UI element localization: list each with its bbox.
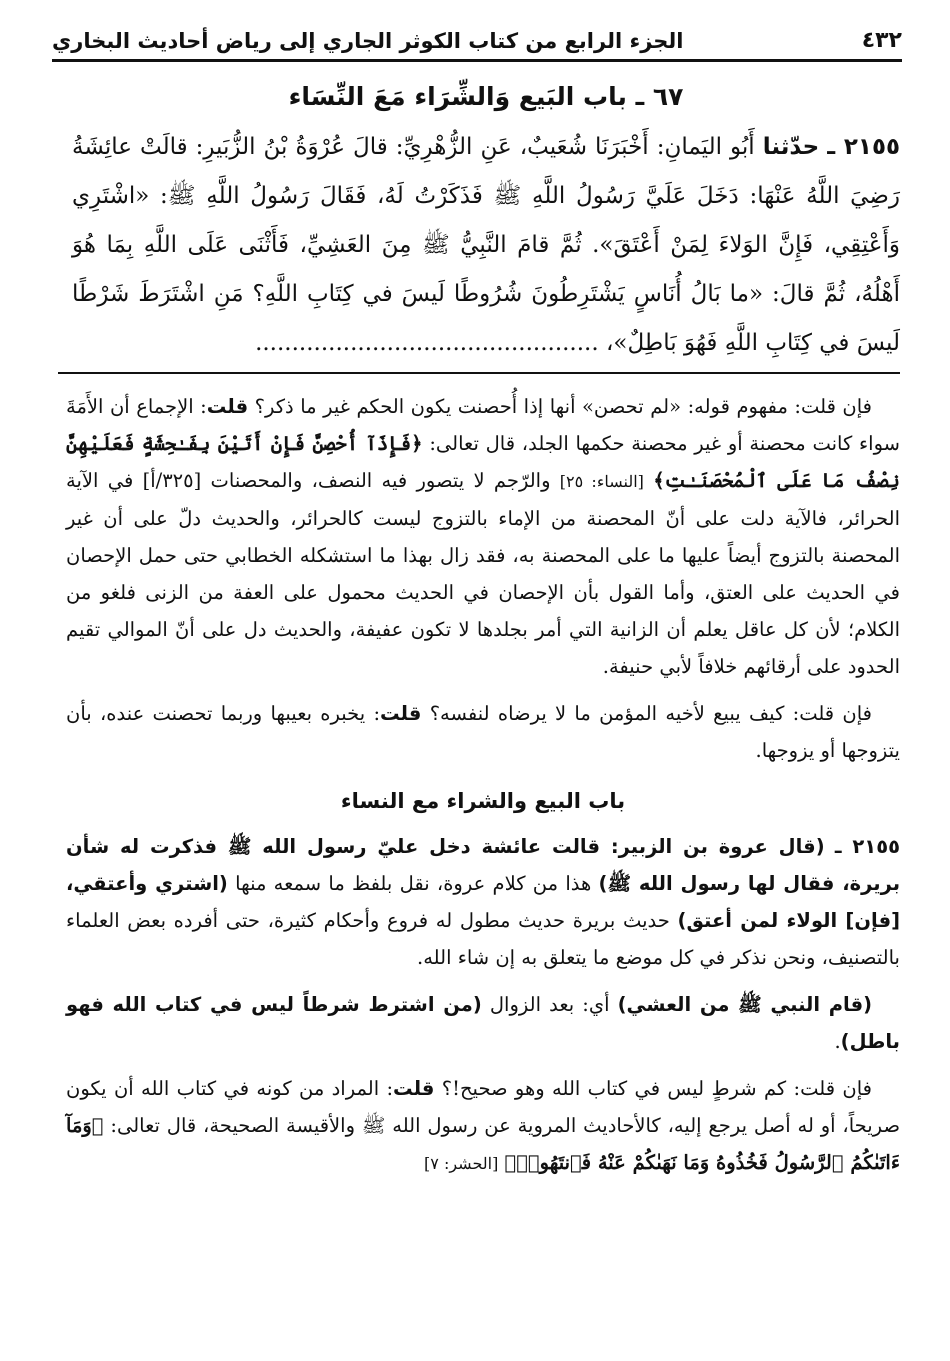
commentary — [66, 388, 900, 1192]
section-heading: باب البيع والشراء مع النساء — [340, 789, 626, 813]
commentary-paragraph-5 — [66, 1070, 900, 1182]
question-text: : كيف يبيع لأخيه المؤمن ما لا يرضاه لنفسه؟ — [429, 702, 800, 725]
commentary-paragraph-3 — [66, 828, 900, 976]
running-header — [52, 22, 902, 62]
explanation-text: أي: بعد الزوال — [489, 993, 610, 1016]
running-title: الجزء الرابع من كتاب الكوثر الجاري إلى رياض أحاديث البخاري — [52, 29, 684, 53]
question-label: فإن قلت — [799, 702, 872, 725]
quran-citation: [الحشر: ٧] — [424, 1154, 499, 1173]
question-label: فإن قلت — [800, 395, 872, 418]
explanation-text: حديث بريرة حديث مطول له فروع وأحكام كثيرة، حتى أفرده بعض العلماء بالتصنيف، ونحن نذكر في كل موضع ما يتعلق به إن شاء الله. — [66, 909, 900, 969]
quoted-hadith: (قام النبي ﷺ من العشي) — [617, 993, 873, 1016]
hadith-ellipsis: ............................................... — [255, 330, 599, 356]
explanation-text: هذا من كلام عروة، نقل بلفظ ما سمعه منها — [235, 872, 592, 895]
answer-label: قلت — [380, 702, 422, 725]
hadith-block — [72, 78, 900, 368]
quran-verse: ﴿فَإِذَآ أُحْصِنَّ فَإِنْ أَتَيْنَ بِفَـٰحِشَةٍ فَعَلَيْهِنَّ نِصْفُ مَا عَلَى ٱلْمُحْصَنَـٰتِ﴾ — [66, 432, 900, 492]
answer-text: : المراد من كونه في كتاب الله أن يكون صريحاً، أو له أصل يرجع إليه، كالأحاديث المروية عن رسول الله ﷺ والأقيسة الصحيحة، قال تعالى: — [66, 1077, 900, 1137]
question-text: : مفهوم قوله: «لم تحصن» أنها إذا أُحصنت يكون الحكم غير ما ذكر؟ — [254, 395, 801, 418]
hadith-number: ٢١٥٥ ـ — [834, 835, 900, 858]
quran-verse: ﴿وَمَآ ءَاتَىٰكُمُ ٱلرَّسُولُ فَخُذُوهُ وَمَا نَهَىٰكُمْ عَنْهُ فَٱنتَهُوا۟﴾ — [66, 1114, 900, 1174]
quoted-hadith: (قال عروة بن الزبير: قالت عائشة دخل عليّ رسول الله ﷺ فذكرت له شأن بريرة، فقال لها رسول الله ﷺ) — [66, 835, 901, 895]
quoted-hadith: (من اشترط شرطاً ليس في كتاب الله فهو باطل) — [66, 993, 900, 1053]
explanation-text: . — [834, 1030, 841, 1053]
divider-rule — [58, 372, 900, 374]
answer-text: : يخبره بعيبها وربما تحصنت عنده، بأن يتزوجها أو يزوجها. — [66, 702, 900, 762]
hadith-haddathana: حدّثنا — [762, 134, 820, 160]
question-label: فإن قلت — [800, 1077, 872, 1100]
hadith-number: ٢١٥٥ ـ — [827, 134, 901, 160]
answer-text-continued: والرّجم لا يتصور فيه النصف، والمحصنات [٣٢٥/أ] في الآية الحرائر، فالآية دلت على أنّ المحصنة من الإماء بالتزوج ليست كالحرائر، والحديث دلّ على أن غير المحصنة بالتزوج أيضاً عليها ما على المحصنة به، فقد زال بهذا ما استشكله الخطابي حتى حمل الإحصان في الحديث على العتق، وأما القول بأن الإحصان في الحديث محمول على العفة من الزنى فلغو من الكلام؛ لأن كل عاقل يعلم أن الزانية التي أمر بجلدها لا تكون عفيفة، والحديث دل على أنّ الموالي تقيم الحدود على أرقائهم خلافاً لأبي حنيفة. — [66, 469, 900, 678]
chapter-heading: ٦٧ ـ باب البَيع وَالشِّرَاء مَعَ النِّسَاء — [288, 82, 684, 111]
page-number: ٤٣٢ — [861, 28, 902, 53]
hadith-body: أَبُو اليَمانِ: أَخْبَرَنَا شُعَيبٌ، عَنِ الزُّهْرِيِّ: قالَ عُرْوَةُ بْنُ الزُّبَيرِ: قالَتْ عائِشَةُ رَضِيَ اللَّهُ عَنْهَا: دَخَلَ عَلَيَّ رَسُولُ اللَّهِ ﷺ فَذَكَرْتُ لَهُ، فَقَالَ رَسُولُ اللَّهِ ﷺ: «اشْتَرِي وَأَعْتِقِي، فَإِنَّ الوَلاءَ لِمَنْ أَعْتَقَ». ثُمَّ قامَ النَّبِيُّ ﷺ مِنَ العَشِيِّ، فَأَثْنَى عَلَى اللَّهِ بِمَا هُوَ أَهْلُهُ، ثُمَّ قالَ: «ما بَالُ أُنَاسٍ يَشْتَرِطُونَ شُرُوطًا لَيسَ في كِتَابِ اللَّهِ؟ مَنِ اشْتَرَطَ شَرْطًا لَيسَ في كِتَابِ اللَّهِ فَهُوَ بَاطِلٌ»، — [72, 134, 900, 356]
answer-text: : الإجماع أن الأَمَةَ سواء كانت محصنة أو غير محصنة حكمها الجلد، قال تعالى: — [66, 395, 900, 455]
commentary-paragraph-1 — [66, 388, 900, 685]
hadith-text — [72, 123, 900, 368]
quran-citation: [النساء: ٢٥] — [559, 472, 644, 491]
commentary-paragraph-2 — [66, 695, 900, 769]
quoted-hadith: (اشتري وأعتقي، [فإن] الولاء لمن أعتق) — [66, 872, 900, 932]
answer-label: قلت — [206, 395, 249, 418]
commentary-paragraph-4 — [66, 986, 900, 1060]
question-text: : كم شرطٍ ليس في كتاب الله وهو صحيح!؟ — [441, 1077, 801, 1100]
answer-label: قلت — [393, 1077, 435, 1100]
